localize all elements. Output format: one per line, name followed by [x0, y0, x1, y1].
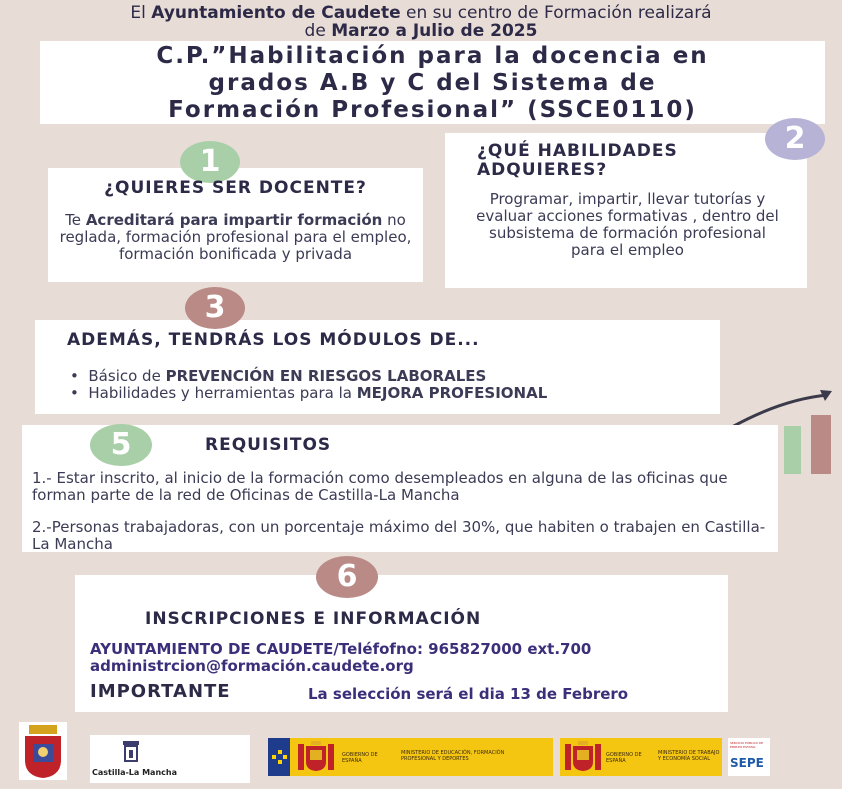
spain-coat-of-arms-icon [563, 740, 603, 774]
text-highlight: PREVENCIÓN EN RIESGOS LABORALES [165, 367, 487, 385]
step-3-badge: 3 [185, 287, 245, 329]
step-6-badge: 6 [316, 556, 378, 598]
eu-flag-icon [268, 738, 290, 776]
requirement-1: 1.- Estar inscrito, al inicio de la formación como desempleados en alguna de las oficinas que forman parte de la red de Oficinas de Castilla-La Mancha [32, 469, 728, 504]
sepe-small-label: SERVICIO PÚBLICO DE EMPLEO ESTATAL [730, 741, 764, 749]
contact-line: AYUNTAMIENTO DE CAUDETE/Teléfofno: 965827000 ext.700 [90, 640, 592, 658]
sepe-label: SEPE [730, 756, 764, 770]
important-text: La selección será el dia 13 de Febrero [308, 685, 629, 703]
module-item: • Básico de PREVENCIÓN EN RIESGOS LABORALES [70, 367, 487, 385]
course-title [40, 43, 825, 124]
sepe-logo [728, 738, 770, 776]
section-1-text [58, 212, 413, 263]
title-line: C.P.”Habilitación para la docencia en [156, 43, 709, 69]
header-line-1 [0, 3, 842, 23]
text-highlight: MEJORA PROFESIONAL [356, 384, 548, 402]
text-segment: no reglada, formación profesional para el empleo, formación bonificada y privada [59, 211, 412, 263]
email-link[interactable]: administrcion@formación.caudete.org [90, 657, 414, 675]
section-3-heading: ADEMÁS, TENDRÁS LOS MÓDULOS DE... [67, 330, 480, 350]
section-6-heading: INSCRIPCIONES E INFORMACIÓN [145, 609, 482, 629]
clm-label: Castilla-La Mancha [92, 768, 177, 777]
clm-logo [90, 735, 250, 783]
text-highlight: Acreditará para impartir formación [85, 211, 383, 229]
gobierno-label: GOBIERNO DE ESPAÑA [606, 752, 642, 764]
step-5-badge: 5 [90, 424, 152, 466]
course-dates: Marzo a Julio de 2025 [331, 21, 538, 41]
step-2-badge: 2 [765, 118, 825, 160]
org-name: Ayuntamiento de Caudete [151, 3, 401, 23]
header-line-2 [0, 21, 842, 41]
header-text: en su centro de Formación realizará [400, 3, 712, 23]
section-5-heading: REQUISITOS [205, 435, 332, 455]
step-1-badge: 1 [180, 141, 240, 183]
section-2-heading [477, 142, 777, 180]
section-2-text: Programar, impartir, llevar tutorías y evaluar acciones formativas , dentro del subsistema de formación profesional para el empleo [476, 190, 779, 259]
ministry-education-label: MINISTERIO DE EDUCACIÓN, FORMACIÓN PROFESIONAL Y DEPORTES [401, 750, 505, 762]
spain-coat-of-arms-icon [296, 740, 336, 774]
requirement-2: 2.-Personas trabajadoras, con un porcentaje máximo del 30%, que habiten o trabajen en Castilla-La Mancha [32, 518, 766, 553]
heading-line: ADQUIERES? [477, 160, 608, 180]
ministry-labour-label: MINISTERIO DE TRABAJO Y ECONOMÍA SOCIAL [658, 750, 720, 762]
important-label: IMPORTANTE [90, 681, 231, 702]
title-line: Formación Profesional” (SSCE0110) [168, 97, 697, 123]
header-text: El [130, 3, 152, 23]
text-segment: Básico de [88, 367, 166, 385]
text-segment: Habilidades y herramientas para la [88, 384, 357, 402]
text-segment: Te [65, 211, 86, 229]
section-1-heading: ¿QUIERES SER DOCENTE? [104, 178, 367, 198]
caudete-coat-of-arms-icon [19, 722, 67, 780]
title-line: grados A.B y C del Sistema de [208, 70, 657, 96]
header-text: de [304, 21, 332, 41]
heading-line: ¿QUÉ HABILIDADES [477, 141, 678, 161]
gobierno-label: GOBIERNO DE ESPAÑA [342, 752, 378, 764]
clm-emblem-icon [120, 739, 142, 765]
module-item: • Habilidades y herramientas para la MEJORA PROFESIONAL [70, 384, 548, 402]
